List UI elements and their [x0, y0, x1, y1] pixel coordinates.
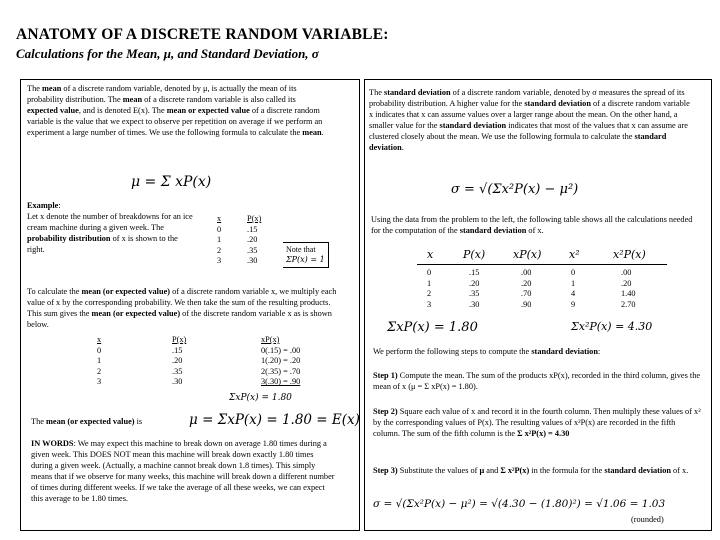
table-cell: 3: [427, 299, 432, 309]
table-cell: 1: [427, 278, 432, 288]
table-cell: .30: [247, 256, 258, 266]
page-title: ANATOMY OF A DISCRETE RANDOM VARIABLE:: [16, 26, 389, 43]
table-cell: .15: [172, 345, 183, 355]
sd-header-x2px: x²P(x): [613, 248, 646, 261]
table-cell: 2: [427, 289, 432, 299]
table-cell: .20: [469, 278, 480, 288]
table-cell: 1: [97, 356, 102, 366]
table-cell: 0: [97, 345, 102, 355]
example-text: Example: Let x denote the number of breakdowns for an ice cream machine during a given week. The probability distribution of x is shown to the right.: [27, 201, 193, 254]
distribution-table: [217, 214, 287, 274]
mean-result-formula: μ = ΣxP(x) = 1.80 = E(x): [189, 412, 360, 428]
calc-text: To calculate the mean (or expected value) of a discrete random variable x, we multiply each value of x by the corresponding probability. We then take the sum of the resulting products. This sum gives the mean (or expected value) of the discrete random variable x as is shown below.: [27, 287, 337, 329]
table-cell: .90: [521, 299, 532, 309]
table-cell: 9: [571, 299, 576, 309]
table-cell: .30: [469, 299, 480, 309]
table-cell: .00: [621, 268, 632, 277]
mean-is-label: The mean (or expected value) is: [31, 417, 143, 426]
sd-header-x2: x²: [569, 248, 580, 261]
rounded-note: (rounded): [631, 515, 664, 524]
table-cell: 2: [217, 245, 222, 255]
table-cell: 0: [427, 268, 432, 277]
sd-header-px: P(x): [463, 248, 486, 261]
table-cell: .20: [247, 235, 258, 245]
step-2: Step 2) Square each value of x and record it in the fourth column. Then multiply these values of x² by the corresponding values of P(x). The resulting values of x²P(x) are recorded in the fifth column. The sum of the fifth column is the Σ x²P(x) = 4.30: [373, 407, 701, 438]
mean-formula: μ = Σ xP(x): [131, 174, 212, 190]
table-cell: .35: [469, 289, 480, 299]
table-cell: 0: [571, 268, 576, 277]
sd-intro: The standard deviation of a discrete random variable, denoted by σ measures the spread of its probability distribution. A higher value for the standard deviation of a discrete random variable x indicates that x can assume values over a larger range about the mean. On the other hand, a smaller value for the standard deviation indicates that most of the values that x can assume are clustered closely about the mean. We use the following formula to calculate the standard deviation.: [369, 88, 690, 152]
table-cell: .35: [172, 366, 183, 376]
sd-header-rule: [417, 264, 667, 265]
sd-formula: σ = √(Σx²P(x) − μ²): [451, 182, 579, 197]
in-words-text: IN WORDS: We may expect this machine to break down on average 1.80 times during a given week. This DOES NOT mean this machine will break down exactly 1.80 times during a given week. (Actually, a machine cannot break down 1.8 times). This simply means that if we observe for many weeks, this machine will break down a different number of times during different weeks. If we take the average of all these weeks, we can expect this average to be 1.80 times.: [31, 439, 335, 503]
table-cell: 2.70: [621, 299, 636, 309]
page-subtitle: Calculations for the Mean, μ, and Standard Deviation, σ: [16, 46, 319, 61]
calc-header-xpx: xP(x): [261, 335, 280, 344]
calc-header-x: x: [97, 335, 102, 344]
using-data-text: Using the data from the problem to the left, the following table shows all the calculations needed for the computation of the standard deviation of x.: [371, 215, 693, 235]
mean-calc-table: [97, 335, 337, 405]
table-cell: .35: [247, 245, 258, 255]
sd-sum-x2px: Σx²P(x) = 4.30: [571, 320, 653, 333]
steps-intro: We perform the following steps to compute the standard deviation:: [373, 347, 601, 356]
step-1: Step 1) Compute the mean. The sum of the products xP(x), recorded in the third column, gives the mean of x (μ = Σ xP(x) = 1.80).: [373, 371, 701, 391]
table-cell: 0: [217, 224, 222, 234]
sd-table-body: [417, 268, 677, 312]
table-cell: .20: [172, 356, 183, 366]
dist-header-px: P(x): [247, 214, 262, 223]
sd-header-x: x: [427, 248, 434, 261]
table-cell: .00: [521, 268, 532, 277]
table-cell: 1: [217, 235, 222, 245]
table-cell: 1(.20) = .20: [261, 356, 301, 366]
table-cell: .20: [621, 278, 632, 288]
table-cell: 1.40: [621, 289, 636, 299]
table-cell: 3: [217, 256, 222, 266]
mean-calc-sum: ΣxP(x) = 1.80: [229, 393, 292, 403]
table-cell: 3(.30) = .90: [261, 377, 301, 387]
table-cell: 2(.35) = .70: [261, 366, 301, 376]
table-cell: .15: [247, 224, 258, 234]
table-cell: .70: [521, 289, 532, 299]
table-cell: 1: [571, 278, 576, 288]
sd-table: [417, 248, 677, 314]
sum-note: Note that ΣP(x) = 1: [283, 242, 329, 268]
table-cell: 0(.15) = .00: [261, 345, 301, 355]
step-3: Step 3) Substitute the values of μ and Σ x²P(x) in the formula for the standard deviation of x.: [373, 466, 689, 475]
table-cell: 3: [97, 377, 102, 387]
dist-header-x: x: [217, 214, 222, 223]
mean-intro: The mean of a discrete random variable, denoted by μ, is actually the mean of its probability distribution. The mean of a discrete random variable is also called its expected value, and is denoted E(x). The mean or expected value of a discrete random variable is the value that we expect to observe per repetition on average if we perform an experiment a large number of times. We use the following formula to calculate the mean.: [27, 84, 324, 137]
table-cell: 2: [97, 366, 102, 376]
sd-panel: [364, 79, 712, 531]
table-cell: .15: [469, 268, 480, 277]
table-cell: .20: [521, 278, 532, 288]
sd-header-xpx: xP(x): [513, 248, 542, 261]
final-sd-formula: σ = √(Σx²P(x) − μ²) = √(4.30 − (1.80)²) = √1.06 = 1.03: [373, 498, 666, 510]
mean-panel: [20, 79, 360, 531]
sd-sum-xpx: ΣxP(x) = 1.80: [387, 320, 478, 335]
calc-header-px: P(x): [172, 335, 187, 344]
table-cell: .30: [172, 377, 183, 387]
table-cell: 4: [571, 289, 576, 299]
